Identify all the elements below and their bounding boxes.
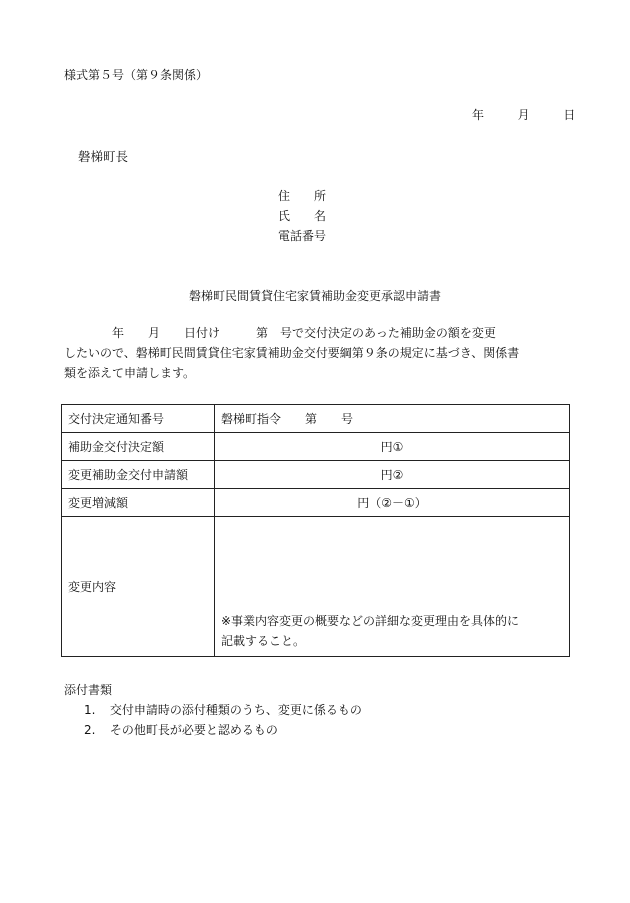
row-label-notice-number: 交付決定通知番号 <box>62 405 215 433</box>
row-label-changed-amount: 変更補助金交付申請額 <box>62 461 215 489</box>
row-label-difference: 変更増減額 <box>62 489 215 517</box>
body-line-1: 年 月 日付け 第 号で交付決定のあった補助金の額を変更 <box>64 326 496 340</box>
date-month: 月 <box>517 108 530 122</box>
row-label-change-content: 変更内容 <box>62 517 215 657</box>
list-item <box>84 720 362 740</box>
table-row <box>62 405 570 433</box>
table-row <box>62 517 570 657</box>
application-table <box>61 404 570 657</box>
attachments-heading: 添付書類 <box>64 683 113 697</box>
date-year: 年 <box>472 108 485 122</box>
row-value-decided-amount: 円① <box>215 433 570 461</box>
attachment-text: その他町長が必要と認めるもの <box>109 723 278 737</box>
body-line-3: 類を添えて申請します。 <box>64 366 196 380</box>
change-content-note <box>221 517 563 651</box>
row-value-notice-number: 磐梯町指令 第 号 <box>215 405 570 433</box>
table-row <box>62 433 570 461</box>
date-line <box>472 106 575 123</box>
attachments-list <box>84 700 362 740</box>
applicant-phone-label: 電話番号 <box>278 229 327 243</box>
change-note-line-1: ※事業内容変更の概要などの詳細な変更理由を具体的に <box>221 614 520 628</box>
attachment-number: 1. <box>84 703 96 717</box>
addressee: 磐梯町長 <box>78 149 129 164</box>
applicant-address-label: 住 所 <box>278 189 327 203</box>
row-label-decided-amount: 補助金交付決定額 <box>62 433 215 461</box>
row-value-difference: 円（②－①） <box>215 489 570 517</box>
attachment-number: 2. <box>84 723 96 737</box>
list-item <box>84 700 362 720</box>
row-value-changed-amount: 円② <box>215 461 570 489</box>
body-line-2: したいので、磐梯町民間賃貸住宅家賃補助金交付要綱第９条の規定に基づき、関係書 <box>64 346 520 360</box>
form-number: 様式第５号（第９条関係） <box>64 68 209 82</box>
table-row <box>62 489 570 517</box>
change-note-line-2: 記載すること。 <box>221 634 306 648</box>
body-text <box>64 323 584 383</box>
applicant-block <box>278 186 326 246</box>
applicant-name-label: 氏 名 <box>278 209 327 223</box>
document-title: 磐梯町民間賃貸住宅家賃補助金変更承認申請書 <box>188 289 441 303</box>
date-day: 日 <box>563 108 576 122</box>
change-content-cell <box>215 517 570 657</box>
attachment-text: 交付申請時の添付種類のうち、変更に係るもの <box>109 703 362 717</box>
table-row <box>62 461 570 489</box>
